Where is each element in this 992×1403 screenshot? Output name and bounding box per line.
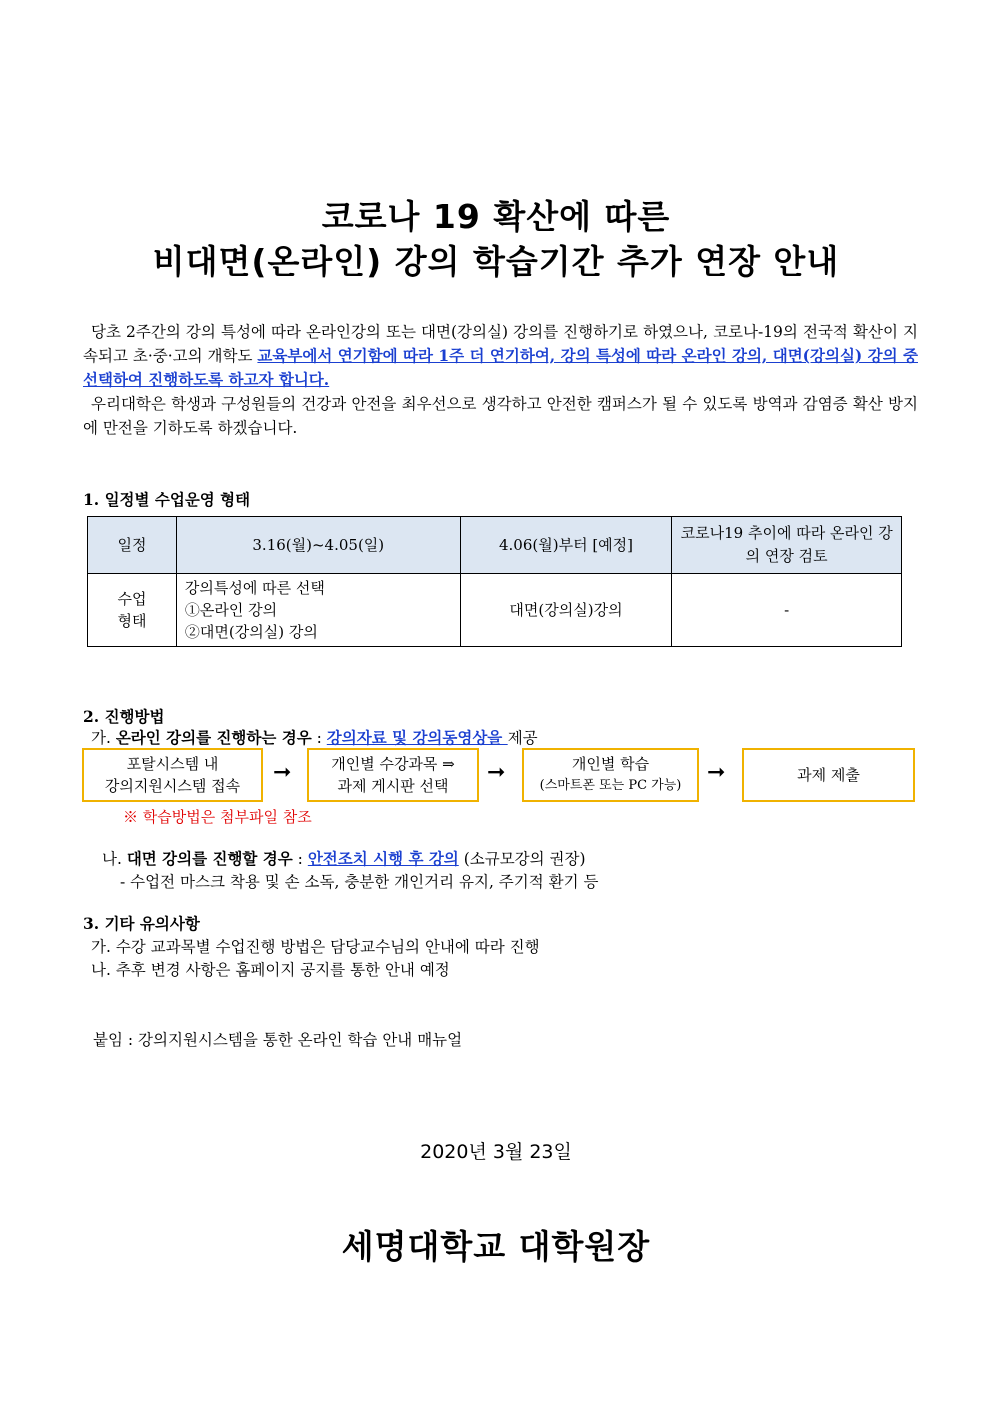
section-2-b	[102, 847, 586, 869]
table-header-cell: 일정	[88, 517, 177, 574]
title-line-1: 코로나 19 확산에 따른	[321, 197, 671, 236]
signature: 세명대학교 대학원장	[341, 1227, 651, 1266]
item-bold: 온라인 강의를 진행하는 경우	[115, 728, 312, 747]
intro-highlight: 교육부에서 연기함에 따라 1주 더 연기하여, 강의 특성에 따라 온라인 강의, 대면(강의실) 강의 중 선택하여 진행하도록 하고자 합니다.	[83, 346, 918, 389]
table-header-row	[88, 517, 902, 574]
section-2-heading: 2. 진행방법	[83, 707, 165, 726]
flow-step-line: (스마트폰 또는 PC 가능)	[539, 778, 682, 793]
arrow-right-icon: ➞	[273, 760, 292, 785]
flow-step-line: 과제 제출	[797, 766, 860, 784]
flow-step-line: 과제 게시판 선택	[337, 777, 449, 795]
flow-step-2	[307, 748, 479, 802]
item-bold: 대면 강의를 진행할 경우	[126, 849, 293, 868]
table-header-cell: 4.06(월)부터 [예정]	[460, 517, 672, 574]
intro-text-a: 당초 2주간의 강의 특성에 따라 온라인강의 또는 대면(강의실) 강의를 진행하기로 하였으나, 코로나-19의 전국적 확산이 지속되고 초·중·고의 개학도	[83, 323, 918, 365]
flow-step-4	[742, 748, 915, 802]
choice-line: ②대면(강의실) 강의	[184, 623, 318, 641]
flow-step-line: 개인별 학습	[571, 755, 650, 773]
flow-step-1	[82, 748, 263, 802]
intro-text-2: 우리대학은 학생과 구성원들의 건강과 안전을 최우선으로 생각하고 안전한 캠퍼스가 될 수 있도록 방역과 감염증 확산 방지에 만전을 기하도록 하겠습니다.	[83, 395, 918, 437]
row-label	[88, 574, 177, 647]
flow-step-line: 포탈시스템 내	[126, 755, 219, 773]
item-suffix: 제공	[507, 729, 538, 747]
attachment-note: 붙임 : 강의지원시스템을 통한 온라인 학습 안내 매뉴얼	[93, 1031, 463, 1049]
item-colon: :	[292, 850, 308, 868]
table-header-cell: 코로나19 추이에 따라 온라인 강의 연장 검토	[672, 517, 902, 574]
item-colon: :	[311, 729, 327, 747]
flow-step-3	[522, 748, 699, 802]
section-1-heading: 1. 일정별 수업운영 형태	[83, 490, 251, 509]
table-cell-choice	[176, 574, 460, 647]
item-link-text: 안전조치 시행 후 강의	[307, 849, 459, 868]
choice-line: 강의특성에 따른 선택	[184, 579, 325, 597]
item-prefix: 나.	[102, 850, 127, 868]
document-date: 2020년 3월 23일	[420, 1141, 572, 1163]
choice-line: ①온라인 강의	[184, 601, 278, 619]
item-link-text: 강의자료 및 강의동영상을	[326, 728, 508, 747]
schedule-table	[87, 516, 902, 647]
section-2-b-detail: - 수업전 마스크 착용 및 손 소독, 충분한 개인거리 유지, 주기적 환기 등	[120, 873, 599, 891]
arrow-right-icon: ➞	[707, 760, 726, 785]
item-suffix: (소규모강의 권장)	[458, 850, 586, 868]
list-item: 가. 수강 교과목별 수업진행 방법은 담당교수님의 안내에 따라 진행	[91, 938, 540, 956]
list-item: 나. 추후 변경 사항은 홈페이지 공지를 통한 안내 예정	[91, 961, 450, 979]
arrow-right-icon: ➞	[487, 760, 506, 785]
table-header-cell: 3.16(월)~4.05(일)	[176, 517, 460, 574]
title-line-2: 비대면(온라인) 강의 학습기간 추가 연장 안내	[152, 242, 840, 281]
table-cell: -	[672, 574, 902, 647]
item-prefix: 가.	[91, 729, 116, 747]
table-cell: 대면(강의실)강의	[460, 574, 672, 647]
intro-paragraph	[83, 320, 918, 440]
section-2-a	[91, 726, 538, 748]
section-3-heading: 3. 기타 유의사항	[83, 914, 200, 933]
row-label-text: 수업 형태	[117, 590, 147, 630]
table-row	[88, 574, 902, 647]
flow-step-line: 개인별 수강과목 ⇒	[331, 755, 455, 773]
flow-step-line: 강의지원시스템 접속	[104, 777, 241, 795]
method-note: ※ 학습방법은 첨부파일 참조	[123, 808, 312, 826]
